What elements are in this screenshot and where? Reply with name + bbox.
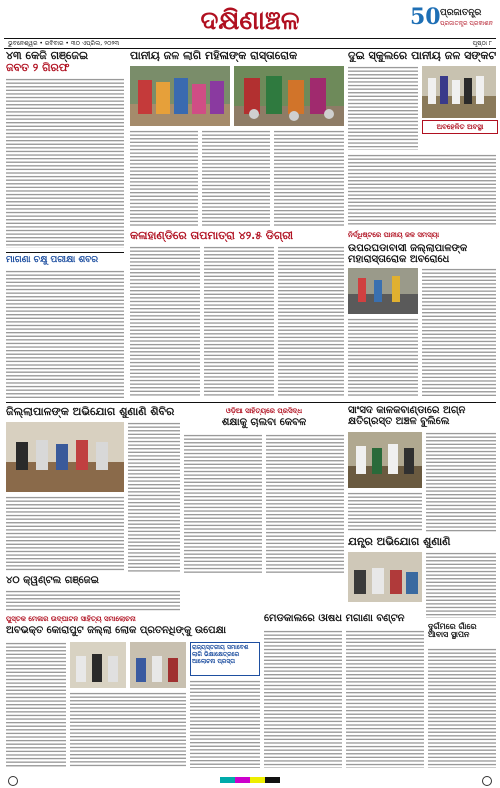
article-body	[348, 318, 418, 396]
school-photo-image	[422, 66, 496, 118]
article-headline-remote-village: ଦୁର୍ଗମରେ ଗାଁରେ ଆବାସ ସ୍ଥାପନ	[428, 622, 477, 639]
article-body	[190, 680, 260, 768]
info-box: ରାଜ୍ୟସ୍ତରୀୟ ସମାବେଶ ଲାଗି ଭିକ୍ଷାକ୍ଷେତ୍ରରେ ଆଲୋଚନା ପ୍ରସ୍ତା	[190, 642, 260, 676]
article-headline-medical: ମେଡିକାଲରେ ଔଷଧ ମଗାଣା ବଣ୍ଟନ	[264, 614, 405, 624]
article-body	[6, 78, 124, 248]
divider	[6, 402, 496, 403]
page-number: ପୃଷ୍ଠା ୮	[472, 40, 492, 47]
article-headline-grievance: ଜିଲ୍ଲାପାଳଙ୍କ ଅଭିଯୋଗ ଶୁଣାଣି ଶିବିର	[6, 406, 175, 418]
article-headline-literature: ଶିକ୍ଷାକୁ ଚାଲିବା କେବଳ	[221, 418, 307, 428]
headline-line: ୪୩ କେଜି ଗଞ୍ଜେଇ	[6, 50, 89, 62]
logo-tagline: ପ୍ରଜାତନ୍ତ୍ର ପ୍ରକାଶନ	[440, 20, 493, 27]
article-body	[266, 434, 344, 574]
meeting-photo-2-image	[130, 642, 186, 688]
logo-brand: ପ୍ରଜାତନ୍ତ୍ର	[440, 8, 482, 18]
article-body	[346, 630, 424, 768]
article-body	[264, 630, 342, 768]
article-body	[184, 434, 262, 574]
article-body	[130, 246, 200, 396]
article-body	[274, 130, 344, 226]
print-registration-strip	[0, 772, 500, 788]
women-pots-photo	[234, 66, 344, 126]
meeting-photo-2	[130, 642, 186, 688]
divider	[6, 252, 124, 253]
grievance-photo-image	[6, 422, 124, 492]
article-headline-eye-camp: ମାଗଣା ଚକ୍ଷୁ ପରୀକ୍ଷା ଶିବିର	[6, 256, 99, 265]
road-photo	[348, 268, 418, 314]
article-headline-machine-grievance: ଯନ୍ତ୍ର ଅଭିଯୋଗ ଶୁଣାଣି	[348, 536, 451, 548]
article-body	[204, 246, 274, 396]
grievance-photo	[6, 422, 124, 492]
article-body	[422, 268, 496, 396]
article-body	[6, 270, 124, 400]
women-pots-image	[234, 66, 344, 126]
color-bar	[220, 777, 280, 783]
article-headline-temperature: କଳାହାଣ୍ଡିରେ ତାପମାତ୍ରା ୪୨.୫ ଡିଗ୍ରୀ	[130, 230, 294, 242]
article-body	[202, 130, 270, 226]
article-headline-ganja-seizure	[6, 50, 124, 73]
registration-mark-icon	[8, 776, 18, 786]
photo-caption: ଅବହେଳିତ ଅବସ୍ଥା	[422, 120, 498, 134]
article-body	[348, 154, 496, 226]
article-body	[6, 590, 180, 612]
article-body	[428, 648, 496, 768]
road-photo-image	[348, 268, 418, 314]
article-headline-uparaghada: ଉପରଘଡାବାସୀ ଜିଲ୍ଲାପାଳଙ୍କ ମହାରାସ୍ତାରୋକ ଅବରୋଧେ	[348, 244, 468, 265]
dateline-bar	[4, 38, 496, 49]
article-headline-koraput: ଅବିଭକ୍ତ କୋରାପୁଟ ଜିଲ୍ଲା ଲୋକ ପ୍ରତିନିଧିଙ୍କୁ ଉପେକ୍ଷା	[6, 626, 227, 636]
hearing-photo	[348, 552, 422, 602]
article-kicker: ପୁସ୍ତକ ମେଳାର ଉଦ୍‌ଘାଟନ ସାହିତ୍ୟ ସମାଲୋଚନା	[6, 614, 256, 625]
article-body	[130, 130, 198, 226]
logo-number: 50	[410, 4, 441, 30]
article-headline-water-roadblock: ପାନୀୟ ଜଳ ଲାଗି ମହିଳାଙ୍କ ରାସ୍ତାରୋକ	[130, 50, 298, 62]
meeting-photo	[70, 642, 126, 688]
article-kicker: ନିର୍ଦ୍ଧିଷ୍ଟରେ ପାନୀୟ ଜଳ ସମସ୍ୟା	[348, 230, 496, 242]
article-headline-ganja-quintal: ୪୦ କ୍ୱିଣ୍ଟଲ ଗଞ୍ଜେଇ	[6, 576, 99, 586]
fire-area-image	[348, 432, 422, 488]
dateline: ଭୁବନେଶ୍ୱର • ରବିବାର • ୩୦ ଏପ୍ରିଲ, ୨୦୨୩	[8, 40, 120, 47]
headline-line: ଜବତ ୨ ଗିରଫ	[6, 60, 70, 74]
newspaper-logo	[410, 4, 494, 32]
protest-photo-image	[130, 66, 230, 126]
article-body	[278, 246, 344, 396]
school-photo	[422, 66, 496, 118]
meeting-photo-image	[70, 642, 126, 688]
article-body	[6, 496, 124, 572]
masthead-title: ଦକ୍ଷିଣାଞ୍ଚଳ	[150, 4, 350, 38]
article-headline-school-water: ଦୁଇ ସ୍କୁଲରେ ପାନୀୟ ଜଳ ସଙ୍କଟ	[348, 50, 496, 62]
article-kicker: ଓଡ଼ିଆ ସାହିତ୍ୟରେ ପ୍ରସିଦ୍ଧ	[184, 406, 344, 417]
article-headline-mp-visit: ସାଂସଦ କାଳକିବାଣ୍ଡାରେ ଅଗ୍ନି କ୍ଷତିଗ୍ରସ୍ତ ଅଞ୍ଚଳ ବୁଲିଲେ	[348, 406, 466, 427]
article-body	[426, 552, 496, 618]
registration-mark-icon	[482, 776, 492, 786]
article-body	[6, 642, 66, 768]
article-body	[348, 492, 422, 532]
protest-photo	[130, 66, 230, 126]
hearing-photo-image	[348, 552, 422, 602]
article-body	[348, 66, 418, 150]
article-body	[426, 432, 496, 532]
article-body	[70, 692, 186, 768]
article-body	[128, 422, 180, 572]
fire-area-photo	[348, 432, 422, 488]
